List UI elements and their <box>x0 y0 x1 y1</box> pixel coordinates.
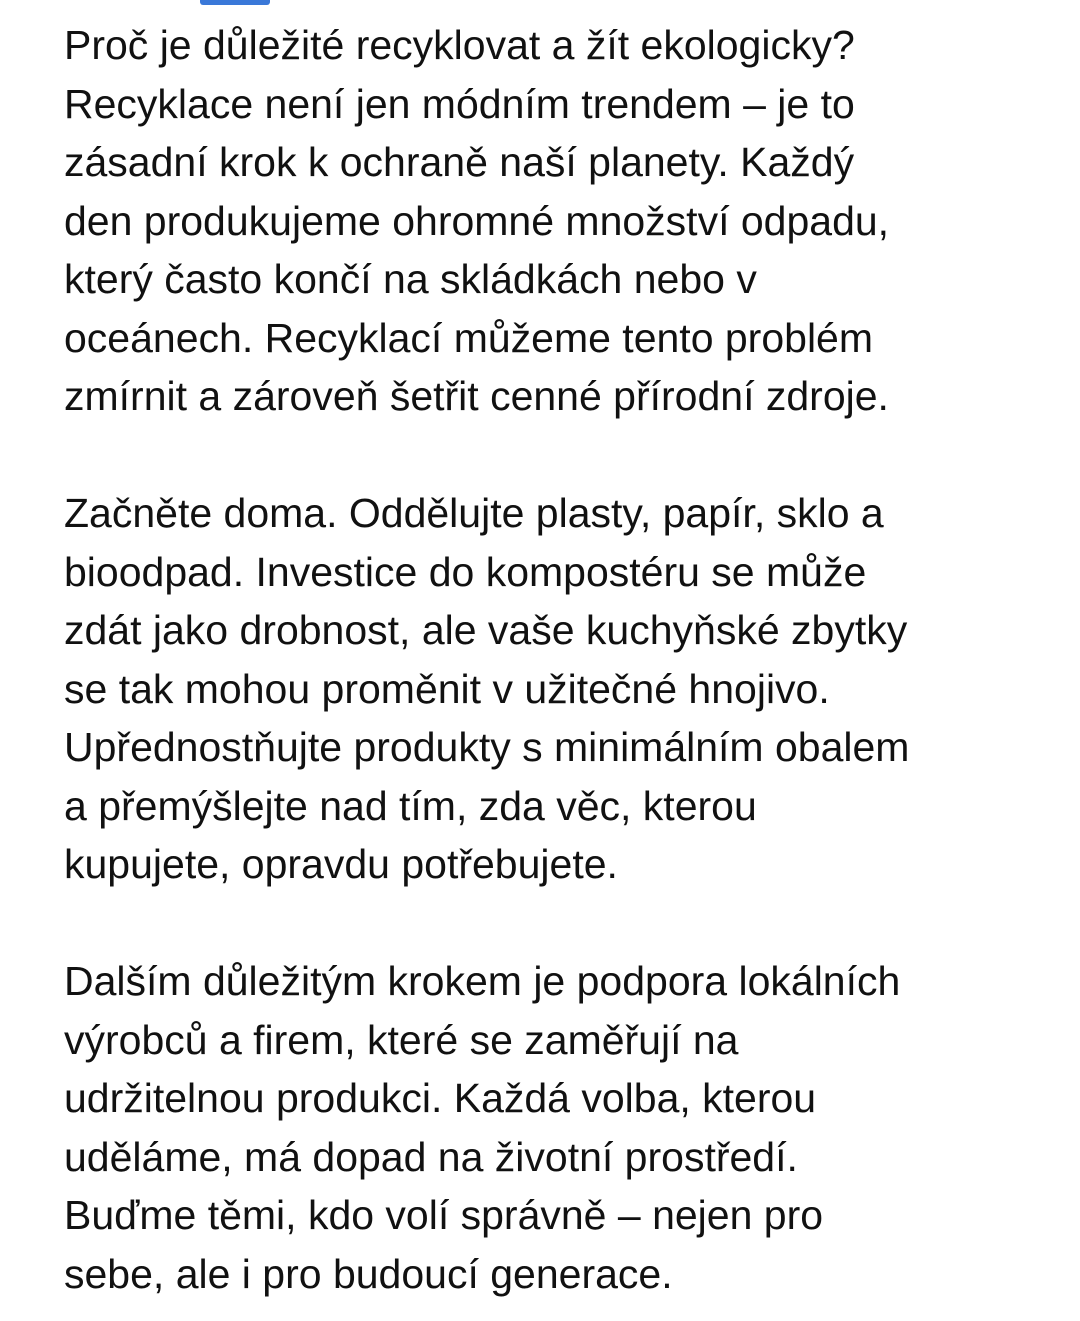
paragraph-start-at-home: Začněte doma. Oddělujte plasty, papír, sklo a bioodpad. Investice do kompostéru se může zdát jako drobnost, ale vaše kuchyňské zbytky se tak mohou proměnit v užitečné hnojivo. Upřednostňujte produkty s minimálním obalem a přemýšlejte nad tím, zda věc, kterou kupujete, opravdu potřebujete. <box>64 490 910 887</box>
top-accent-bar <box>200 0 270 5</box>
paragraph-why-recycle: Proč je důležité recyklovat a žít ekologicky? Recyklace není jen módním trendem – je to zásadní krok k ochraně naší planety. Každý den produkujeme ohromné množství odpadu, který často končí na skládkách nebo v oceánech. Recyklací můžeme tento problém zmírnit a zároveň šetřit cenné přírodní zdroje. <box>64 22 890 419</box>
paragraph-support-local: Dalším důležitým krokem je podpora lokálních výrobců a firem, které se zaměřují na udržitelnou produkci. Každá volba, kterou uděláme, má dopad na životní prostředí. Buďme těmi, kdo volí správně – nejen pro sebe, ale i pro budoucí generace. <box>64 958 901 1297</box>
message-body <box>64 16 1024 1303</box>
